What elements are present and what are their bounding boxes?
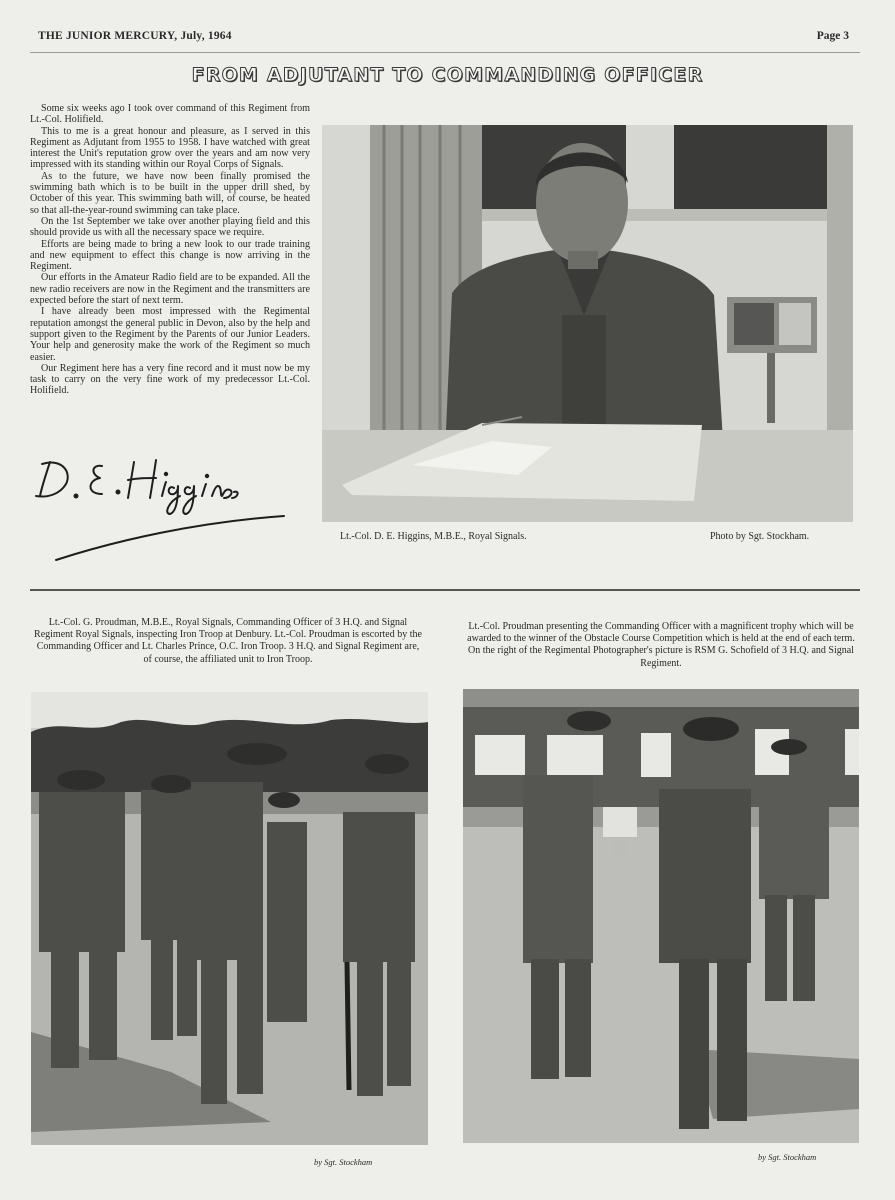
trophy-caption: Lt.-Col. Proudman presenting the Commanding Officer with a magnificent trophy which will be awarded to the winner of the Obstacle Course Competition which is held at the end of each term. On the right of the Regimental Photographer's picture is RSM G. Schofield of 3 H.Q. and Signal Regiment. [467, 621, 855, 669]
trophy-presentation-photo [463, 689, 859, 1143]
article-body [30, 103, 310, 397]
article-paragraph: Our efforts in the Amateur Radio field are to be expanded. All the new radio receivers are now in the Regiment and the transmitters are expected before the start of next term. [30, 272, 310, 307]
trophy-photo-credit: by Sgt. Stockham [758, 1152, 817, 1162]
newspaper-masthead: THE JUNIOR MERCURY, July, 1964 [38, 30, 232, 42]
inspection-photo-credit: by Sgt. Stockham [314, 1157, 373, 1167]
article-paragraph: Our Regiment here has a very fine record and it must now be my task to carry on the very fine work of my predecessor Lt.-Col. Holifield. [30, 362, 310, 397]
article-paragraph: As to the future, we have now been finally promised the swimming bath which is to be built in the upper drill shed, by October of this year. This swimming bath will, of course, be heated so that all-the-year-round swimming can take place. [30, 170, 310, 216]
portrait-photo-credit: Photo by Sgt. Stockham. [710, 531, 810, 542]
page-number: Page 3 [816, 30, 849, 42]
article-paragraph: Some six weeks ago I took over command of this Regiment from Lt.-Col. Holifield. [30, 103, 310, 126]
header-rule [30, 52, 860, 53]
article-headline: FROM ADJUTANT TO COMMANDING OFFICER [191, 64, 704, 86]
portrait-caption: Lt.-Col. D. E. Higgins, M.B.E., Royal Signals. [340, 531, 527, 542]
article-paragraph: I have already been most impressed with the Regimental reputation amongst the general public in Devon, also by the help and support given to the Regiment by the Parents of our Junior Leaders. Your help and generosity make the work of the Regiment so much easier. [30, 306, 310, 363]
article-paragraph: On the 1st September we take over another playing field and this should provide us with all the necessary space we require. [30, 215, 310, 239]
inspection-caption: Lt.-Col. G. Proudman, M.B.E., Royal Signals, Commanding Officer of 3 H.Q. and Signal Regiment Royal Signals, inspecting Iron Troop at Denbury. Lt.-Col. Proudman is escorted by the Commanding Officer and Lt. Charles Prince, O.C. Iron Troop. 3 H.Q. and Signal Regiment are, of course, the affiliated unit to Iron Troop. [34, 617, 422, 665]
portrait-photo [322, 125, 853, 522]
article-paragraph: This to me is a great honour and pleasure, as I served in this Regiment as Adjutant from 1955 to 1958. I have watched with great interest the Unit's reputation grow over the years and am now very impressed with its standing within our Royal Corps of Signals. [30, 125, 310, 171]
section-divider [30, 589, 860, 591]
article-paragraph: Efforts are being made to bring a new look to our trade training and new equipment to effect this change is now arriving in the Regiment. [30, 238, 310, 273]
handwritten-signature [28, 452, 298, 567]
inspection-photo [31, 692, 428, 1145]
